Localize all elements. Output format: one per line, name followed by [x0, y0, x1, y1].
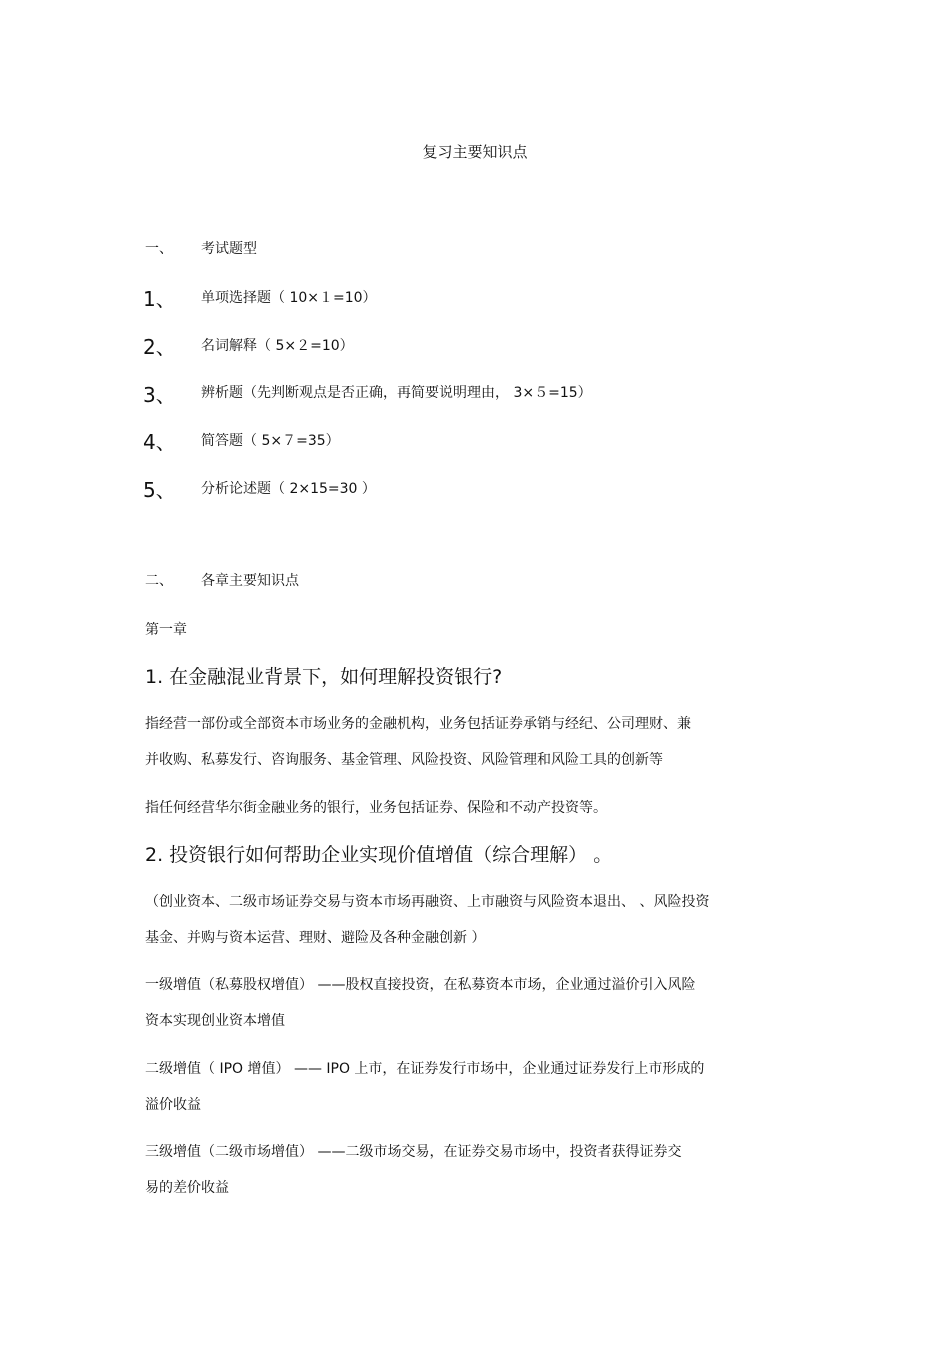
list-item: 名词解释（ 5×２=10） [201, 338, 354, 354]
list-item: 简答题（ 5×７=35） [201, 433, 340, 449]
section-heading: 各章主要知识点 [201, 573, 299, 589]
question-title: 2. 投资银行如何帮助企业实现价值增值（综合理解） 。 [145, 844, 613, 866]
list-item: 单项选择题（ 10×１=10） [201, 290, 377, 306]
paragraph-line: 一级增值（私募股权增值） ——股权直接投资，在私募资本市场，企业通过溢价引入风险 [145, 977, 696, 993]
list-item: 辨析题（先判断观点是否正确，再简要说明理由， 3×５=15） [201, 385, 592, 401]
paragraph-line: 指任何经营华尔街金融业务的银行，业务包括证券、保险和不动产投资等。 [145, 800, 607, 816]
section-heading: 考试题型 [201, 241, 257, 257]
section-number: 二、 [145, 573, 173, 589]
paragraph-line: 并收购、私募发行、咨询服务、基金管理、风险投资、风险管理和风险工具的创新等 [145, 752, 663, 768]
paragraph-line: 易的差价收益 [145, 1180, 229, 1196]
paragraph-line: 二级增值（ IPO 增值） —— IPO 上市，在证券发行市场中，企业通过证券发行上市形成的 [145, 1061, 705, 1077]
list-item-number: 4、 [143, 430, 176, 454]
list-item: 分析论述题（ 2×15=30 ） [201, 481, 376, 497]
list-item-number: 1、 [143, 287, 176, 311]
paragraph-line: 资本实现创业资本增值 [145, 1013, 285, 1029]
chapter-heading: 第一章 [145, 622, 187, 638]
section-number: 一、 [145, 241, 173, 257]
paragraph-line: 溢价收益 [145, 1097, 201, 1113]
list-item-number: 3、 [143, 383, 176, 407]
question-title: 1. 在金融混业背景下，如何理解投资银行? [145, 666, 503, 688]
list-item-number: 2、 [143, 335, 176, 359]
paragraph-line: 基金、并购与资本运营、理财、避险及各种金融创新 ） [145, 930, 486, 946]
paragraph-line: 三级增值（二级市场增值） ——二级市场交易，在证券交易市场中，投资者获得证券交 [145, 1144, 682, 1160]
paragraph-line: 指经营一部份或全部资本市场业务的金融机构，业务包括证券承销与经纪、公司理财、兼 [145, 716, 691, 732]
page-title: 复习主要知识点 [422, 143, 528, 161]
list-item-number: 5、 [143, 478, 176, 502]
paragraph-line: （创业资本、二级市场证券交易与资本市场再融资、上市融资与风险资本退出、 、风险投资 [145, 894, 710, 910]
